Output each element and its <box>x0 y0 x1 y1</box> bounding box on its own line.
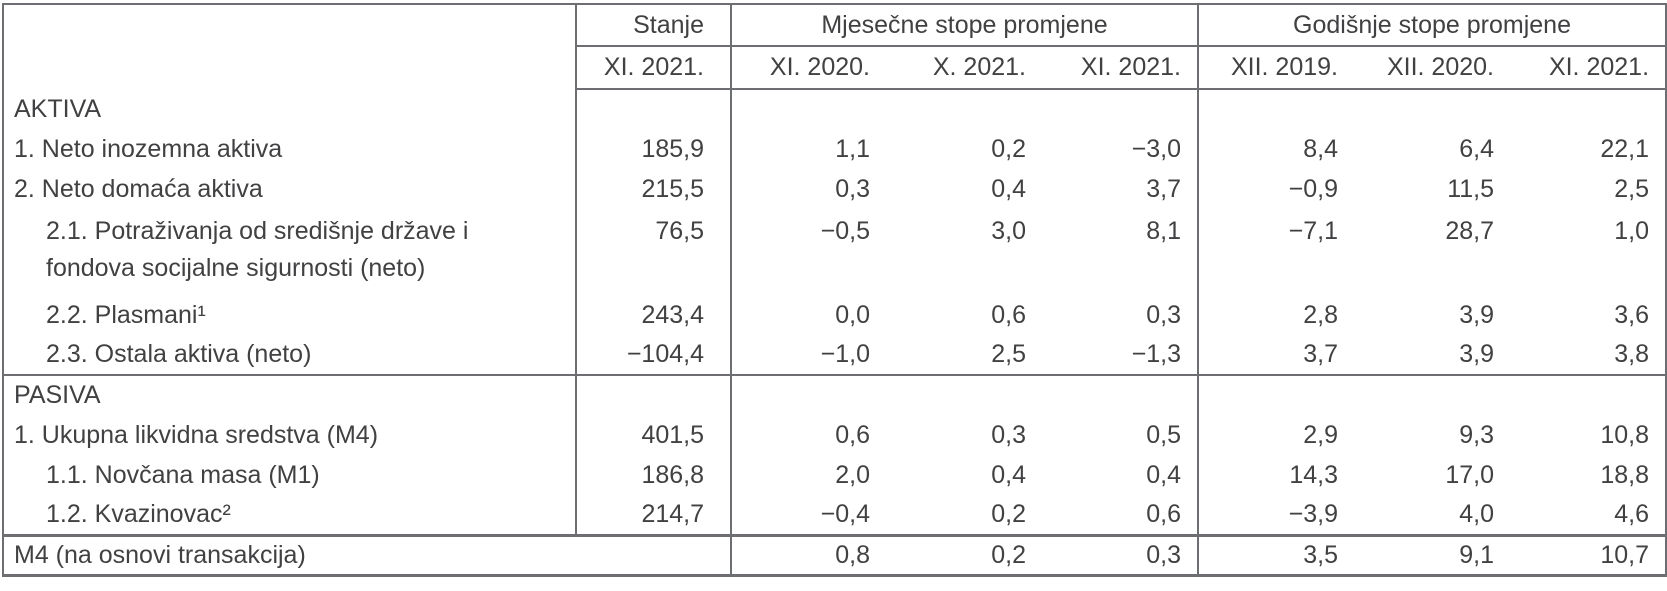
col-group-stanje: Stanje <box>576 4 731 46</box>
value-cell: 17,0 <box>1445 460 1494 489</box>
section-row-pasiva <box>3 375 1666 415</box>
value-cell <box>576 375 731 415</box>
value-cell: −3,9 <box>1288 499 1338 528</box>
value-cell: −0,5 <box>820 217 870 245</box>
value-cell: 0,8 <box>731 535 886 575</box>
value-cell <box>1198 375 1354 415</box>
value-cell: 0,3 <box>991 420 1026 449</box>
value-cell: 8,4 <box>1303 134 1338 163</box>
value-cell: 0,4 <box>991 174 1026 203</box>
col-header-xi-2021-annual: XI. 2021. <box>1510 46 1666 89</box>
value-cell: 2,8 <box>1303 300 1338 329</box>
value-cell: −1,0 <box>820 340 870 368</box>
value-cell: 0,3 <box>1042 295 1198 335</box>
value-cell: 0,6 <box>835 420 870 449</box>
value-cell <box>1354 89 1510 129</box>
statistics-table <box>2 3 1667 577</box>
row-label: 1.1. Novčana masa (M1) <box>3 455 576 495</box>
value-cell: 3,5 <box>1198 535 1354 575</box>
row-ostala-aktiva <box>3 335 1666 375</box>
col-header-xii-2020: XII. 2020. <box>1354 46 1510 89</box>
row-label: 1.2. Kvazinovac² <box>3 495 576 535</box>
col-header-xi-2020: XI. 2020. <box>731 46 886 89</box>
value-cell: −0,4 <box>820 499 870 528</box>
value-cell <box>1510 375 1666 415</box>
row-label: 2.2. Plasmani¹ <box>3 295 576 335</box>
value-cell: 2,5 <box>1614 174 1650 203</box>
value-cell: 401,5 <box>576 415 731 455</box>
value-cell: 6,4 <box>1459 134 1494 163</box>
value-cell: 3,7 <box>1303 340 1338 368</box>
row-neto-inozemna-aktiva <box>3 129 1666 169</box>
monetary-statistics-table-page <box>0 3 1667 591</box>
value-cell: 18,8 <box>1600 460 1650 489</box>
section-label: PASIVA <box>3 375 576 415</box>
col-header-xii-2019: XII. 2019. <box>1198 46 1354 89</box>
value-cell: 10,8 <box>1600 420 1650 449</box>
value-cell: 3,9 <box>1459 300 1494 329</box>
value-cell <box>1354 375 1510 415</box>
value-cell <box>576 89 731 129</box>
value-cell: 214,7 <box>576 495 731 535</box>
value-cell: 0,6 <box>1042 495 1198 535</box>
value-cell: 3,7 <box>1042 169 1198 209</box>
row-label: 1. Neto inozemna aktiva <box>3 129 576 169</box>
value-cell: −7,1 <box>1288 217 1338 245</box>
value-cell <box>1042 375 1198 415</box>
value-cell <box>1510 89 1666 129</box>
row-label <box>3 209 576 295</box>
value-cell: 2,9 <box>1303 420 1338 449</box>
row-m4-na-osnovi-transakcija <box>3 535 1666 575</box>
value-cell: 4,6 <box>1614 499 1650 528</box>
value-cell: 2,5 <box>991 340 1026 368</box>
value-cell: 215,5 <box>576 169 731 209</box>
value-cell: 1,1 <box>835 134 870 163</box>
value-cell: 4,0 <box>1459 499 1494 528</box>
row-novcana-masa <box>3 455 1666 495</box>
corner-cell <box>3 4 576 89</box>
value-cell: 28,7 <box>1445 217 1494 245</box>
value-cell: 2,0 <box>835 460 870 489</box>
value-cell: −104,4 <box>576 335 731 375</box>
value-cell: 3,8 <box>1614 340 1650 368</box>
value-cell: 76,5 <box>576 209 731 295</box>
row-neto-domaca-aktiva <box>3 169 1666 209</box>
value-cell <box>886 89 1042 129</box>
value-cell: −1,3 <box>1042 335 1198 375</box>
value-cell <box>731 89 886 129</box>
row-plasmani <box>3 295 1666 335</box>
value-cell: 14,3 <box>1289 460 1338 489</box>
value-cell: 10,7 <box>1510 535 1666 575</box>
value-cell: 243,4 <box>576 295 731 335</box>
value-cell <box>1198 89 1354 129</box>
row-label: 2. Neto domaća aktiva <box>3 169 576 209</box>
col-header-stanje-xi-2021: XI. 2021. <box>576 46 731 89</box>
row-potrazivanja-od-sredisnje-drzave <box>3 209 1666 295</box>
row-label-line-2: fondova socijalne sigurnosti (neto) <box>46 254 426 282</box>
section-label: AKTIVA <box>3 89 576 129</box>
value-cell: 11,5 <box>1447 174 1494 203</box>
row-label: 1. Ukupna likvidna sredstva (M4) <box>3 415 576 455</box>
value-cell <box>1042 89 1198 129</box>
value-cell: −3,0 <box>1042 129 1198 169</box>
value-cell: 1,0 <box>1614 217 1650 245</box>
value-cell: 0,2 <box>991 134 1026 163</box>
value-cell: 9,1 <box>1354 535 1510 575</box>
value-cell: 0,2 <box>886 535 1042 575</box>
row-ukupna-likvidna-sredstva <box>3 415 1666 455</box>
value-cell: 0,4 <box>1042 455 1198 495</box>
value-cell: −0,9 <box>1288 174 1338 203</box>
col-group-monthly-rates: Mjesečne stope promjene <box>731 4 1198 46</box>
col-header-xi-2021: XI. 2021. <box>1042 46 1198 89</box>
value-cell: 0,0 <box>835 300 870 329</box>
value-cell: 0,4 <box>991 460 1026 489</box>
value-cell: 8,1 <box>1042 209 1198 295</box>
row-label-line-1: 2.1. Potraživanja od središnje države i <box>46 217 469 245</box>
value-cell: 0,3 <box>1042 535 1198 575</box>
value-cell: 3,0 <box>991 217 1026 245</box>
value-cell: 3,6 <box>1614 300 1650 329</box>
section-row-aktiva <box>3 89 1666 129</box>
value-cell <box>886 375 1042 415</box>
value-cell: 0,6 <box>991 300 1026 329</box>
value-cell: 185,9 <box>576 129 731 169</box>
row-label: 2.3. Ostala aktiva (neto) <box>3 335 576 375</box>
col-group-annual-rates: Godišnje stope promjene <box>1198 4 1666 46</box>
value-cell: 0,2 <box>991 499 1026 528</box>
value-cell: 0,5 <box>1042 415 1198 455</box>
value-cell: 9,3 <box>1459 420 1494 449</box>
value-cell: 22,1 <box>1600 134 1650 163</box>
row-label: M4 (na osnovi transakcija) <box>3 535 731 575</box>
value-cell: 186,8 <box>576 455 731 495</box>
col-header-x-2021: X. 2021. <box>886 46 1042 89</box>
row-kvazinovac <box>3 495 1666 535</box>
value-cell <box>731 375 886 415</box>
value-cell: 0,3 <box>835 174 870 203</box>
value-cell: 3,9 <box>1459 340 1494 368</box>
